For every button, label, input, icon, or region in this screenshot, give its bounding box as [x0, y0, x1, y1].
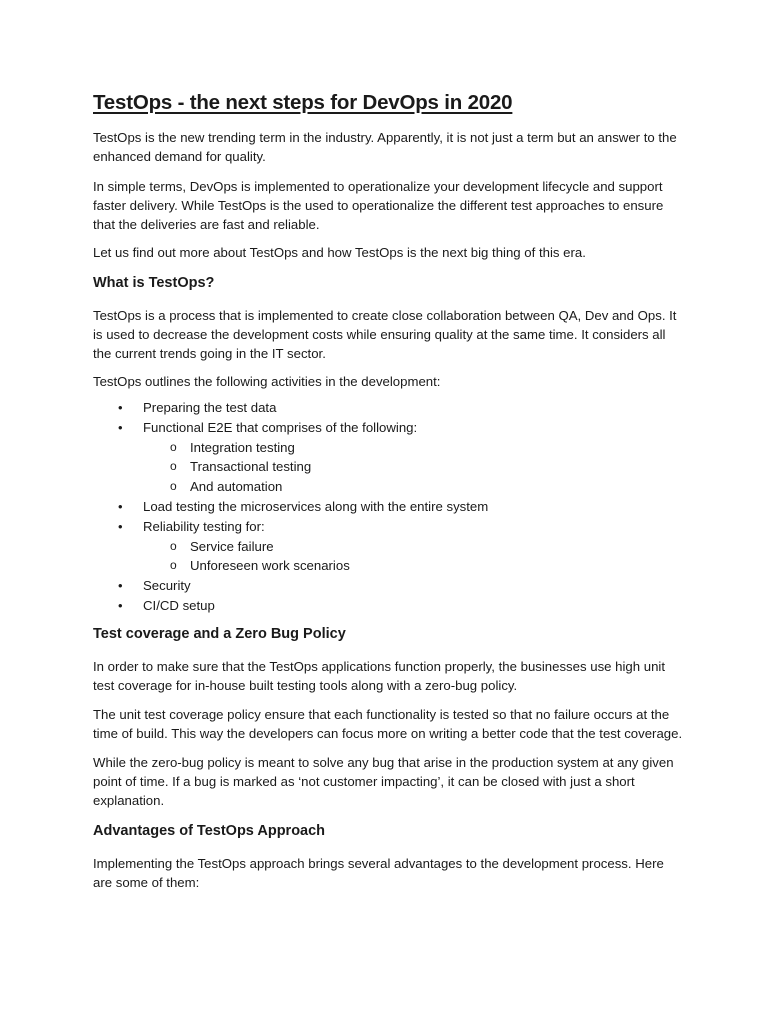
- page-title: TestOps - the next steps for DevOps in 2020: [93, 91, 513, 114]
- bullet-icon: •: [118, 400, 123, 415]
- sub-bullet-icon: o: [170, 558, 177, 573]
- list-item: [93, 497, 683, 517]
- bullet-icon: •: [118, 419, 123, 435]
- sub-bullet-icon: o: [170, 459, 177, 474]
- sub-list-item-text: And automation: [190, 479, 283, 495]
- document-body: [93, 90, 683, 902]
- section-heading-advantages: Advantages of TestOps Approach: [93, 822, 326, 839]
- section2-paragraph: While the zero-bug policy is meant to solve any bug that arise in the production system at any given point of time. If a bug is marked as ‘not customer impacting’, it can be closed with just a short explanation.: [93, 754, 674, 808]
- sub-list-item-text: Unforeseen work scenarios: [190, 558, 350, 574]
- list-item-text: Functional E2E that comprises of the following:: [143, 419, 418, 435]
- list-item: [93, 517, 683, 576]
- list-item: [93, 418, 683, 497]
- section-heading-what-is-testops: What is TestOps?: [93, 275, 215, 291]
- section1-paragraph: TestOps outlines the following activities in the development:: [93, 374, 441, 389]
- list-item-text: CI/CD setup: [143, 597, 215, 613]
- list-item: [93, 398, 683, 418]
- list-item-text: Reliability testing for:: [143, 518, 265, 534]
- bullet-icon: •: [118, 518, 123, 534]
- sub-list: [143, 438, 683, 497]
- list-item: [93, 576, 683, 596]
- list-item-text: Security: [143, 578, 191, 594]
- bullet-icon: •: [118, 498, 123, 514]
- section1-paragraph: TestOps is a process that is implemented to create close collaboration between QA, Dev and Ops. It is used to decrease the development costs while ensuring quality at the same time. It considers all the current trends going in the IT sector.: [93, 308, 677, 361]
- list-item-text: Preparing the test data: [143, 400, 277, 415]
- intro-paragraph: In simple terms, DevOps is implemented to operationalize your development lifecycle and support faster delivery. While TestOps is the used to operationalize the different test approaches to ensure that the deliveries are fast and reliable.: [93, 179, 664, 232]
- sub-list-item-text: Service failure: [190, 538, 274, 554]
- sub-list-item: [143, 537, 683, 557]
- sub-bullet-icon: o: [170, 479, 177, 494]
- sub-list: [143, 537, 683, 577]
- sub-list-item: [143, 438, 683, 458]
- section-heading-test-coverage: Test coverage and a Zero Bug Policy: [93, 625, 346, 642]
- bullet-icon: •: [118, 597, 123, 613]
- sub-list-item: [143, 556, 683, 576]
- section3-paragraph: Implementing the TestOps approach brings several advantages to the development process. Here are some of them:: [93, 855, 664, 890]
- list-item: [93, 596, 683, 616]
- intro-paragraph: TestOps is the new trending term in the industry. Apparently, it is not just a term but an answer to the enhanced demand for quality.: [93, 130, 677, 164]
- sub-list-item-text: Integration testing: [190, 439, 295, 455]
- activities-list: [93, 398, 683, 616]
- intro-paragraph: Let us find out more about TestOps and how TestOps is the next big thing of this era.: [93, 245, 586, 260]
- sub-list-item-text: Transactional testing: [190, 459, 312, 475]
- sub-bullet-icon: o: [170, 439, 177, 454]
- sub-list-item: [143, 477, 683, 497]
- section2-paragraph: In order to make sure that the TestOps applications function properly, the businesses use high unit test coverage for in-house built testing tools along with a zero-bug policy.: [93, 658, 666, 693]
- sub-bullet-icon: o: [170, 538, 177, 553]
- list-item-text: Load testing the microservices along with the entire system: [143, 498, 489, 514]
- bullet-icon: •: [118, 578, 123, 594]
- section2-paragraph: The unit test coverage policy ensure that each functionality is tested so that no failure occurs at the time of build. This way the developers can focus more on writing a better code that the test coverage.: [93, 706, 683, 741]
- sub-list-item: [143, 457, 683, 477]
